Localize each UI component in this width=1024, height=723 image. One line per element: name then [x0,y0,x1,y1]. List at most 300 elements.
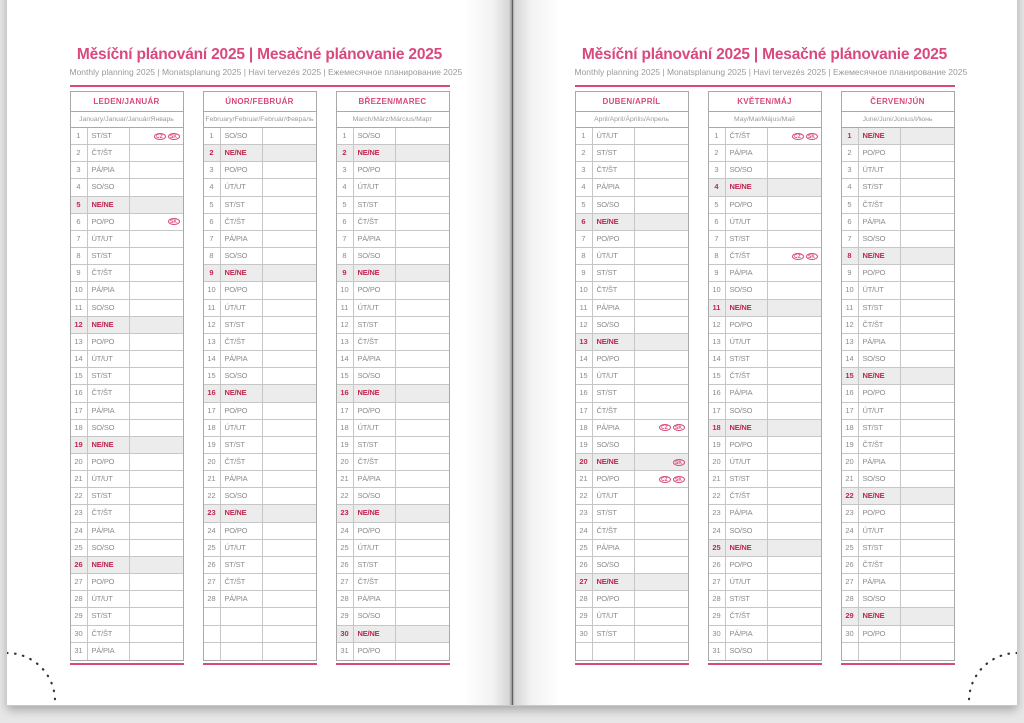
table-underline [841,663,955,665]
holiday-badge-sk-icon: SK [673,459,685,466]
day-name: ČT/ŠT [354,334,396,350]
day-number: 21 [842,471,859,487]
day-name: PO/PO [354,162,396,178]
day-name: ÚT/UT [354,300,396,316]
day-row [709,231,821,248]
day-name: PÁ/PIA [593,540,635,556]
day-number: 19 [71,437,88,453]
day-name: ČT/ŠT [88,145,130,161]
note-cell [263,471,316,487]
day-row [337,626,449,643]
day-number: 19 [576,437,593,453]
day-row [842,385,954,402]
day-name: ÚT/UT [593,488,635,504]
day-name: SO/SO [354,488,396,504]
day-row [842,608,954,625]
note-cell [263,505,316,521]
day-number: 28 [576,591,593,607]
day-number: 31 [71,643,88,660]
day-row [71,231,183,248]
day-name: ST/ST [726,471,768,487]
note-cell [635,608,688,624]
day-name: SO/SO [354,368,396,384]
day-number: 29 [709,608,726,624]
day-name: PO/PO [726,557,768,573]
note-cell [768,351,821,367]
day-name: PO/PO [859,265,901,281]
day-number: 23 [204,505,221,521]
day-number: 27 [842,574,859,590]
note-cell [768,643,821,660]
day-number: 15 [576,368,593,384]
note-cell [768,162,821,178]
day-number: 3 [842,162,859,178]
day-number: 26 [842,557,859,573]
day-number: 1 [842,128,859,144]
day-row [842,128,954,145]
day-name [221,643,263,660]
day-number: 16 [71,385,88,401]
day-row [709,248,821,265]
note-cell [130,385,183,401]
note-cell [263,197,316,213]
day-number: 5 [71,197,88,213]
day-row [337,540,449,557]
day-row [204,317,316,334]
note-cell [901,214,954,230]
day-number: 19 [709,437,726,453]
note-cell [901,574,954,590]
day-row [71,540,183,557]
day-number: 23 [709,505,726,521]
day-row [204,231,316,248]
day-number: 22 [204,488,221,504]
day-row [71,420,183,437]
day-name: NE/NE [726,420,768,436]
note-cell [901,591,954,607]
day-name: PO/PO [354,403,396,419]
day-number: 15 [842,368,859,384]
note-cell [635,385,688,401]
month-column-june [841,91,955,665]
day-name: NE/NE [88,437,130,453]
day-number: 28 [71,591,88,607]
day-number: 18 [204,420,221,436]
day-row [842,145,954,162]
month-languages: January/Januar/Január/Январь [71,112,183,128]
day-name: PÁ/PIA [221,591,263,607]
note-cell [396,505,449,521]
day-number: 8 [709,248,726,264]
day-row [71,248,183,265]
day-row [576,368,688,385]
day-name [221,626,263,642]
note-cell [768,505,821,521]
day-row [71,626,183,643]
day-name: NE/NE [859,488,901,504]
day-name: SO/SO [726,282,768,298]
note-cell [768,368,821,384]
day-number: 16 [842,385,859,401]
day-name: NE/NE [593,574,635,590]
day-row [709,488,821,505]
day-row [576,591,688,608]
note-cell [130,197,183,213]
note-cell [396,523,449,539]
holiday-badge-sk-icon: SK [806,133,818,140]
day-row [709,420,821,437]
day-number [204,643,221,660]
day-number: 18 [71,420,88,436]
day-name: SO/SO [593,557,635,573]
note-cell [901,643,954,660]
day-row [71,197,183,214]
day-row [337,197,449,214]
table-underline [203,663,317,665]
month-table-may [708,91,822,661]
day-number: 15 [337,368,354,384]
day-name: SO/SO [221,368,263,384]
note-cell [635,557,688,573]
note-cell [768,128,821,144]
day-name: NE/NE [354,265,396,281]
day-row [204,488,316,505]
note-cell [263,248,316,264]
note-cell [768,557,821,573]
day-number: 18 [576,420,593,436]
day-row [576,231,688,248]
day-number: 27 [337,574,354,590]
day-number: 8 [337,248,354,264]
day-number: 4 [709,179,726,195]
day-name: ČT/ŠT [88,265,130,281]
day-name: ÚT/UT [593,608,635,624]
day-name: SO/SO [859,591,901,607]
day-row [337,471,449,488]
day-number: 7 [204,231,221,247]
day-number: 9 [576,265,593,281]
day-name: NE/NE [221,145,263,161]
day-name: PO/PO [726,197,768,213]
day-number: 10 [576,282,593,298]
day-row [576,557,688,574]
day-number: 29 [842,608,859,624]
day-row [204,505,316,522]
day-number: 25 [576,540,593,556]
day-name: ST/ST [221,437,263,453]
day-number: 12 [71,317,88,333]
day-row [576,162,688,179]
day-number: 6 [576,214,593,230]
holiday-badge-sk-icon: SK [673,424,685,431]
day-row [71,523,183,540]
note-cell [768,385,821,401]
day-name: ÚT/UT [221,179,263,195]
day-number: 20 [842,454,859,470]
day-name: PÁ/PIA [221,471,263,487]
day-name: ČT/ŠT [726,608,768,624]
day-number: 11 [709,300,726,316]
day-name: ÚT/UT [859,162,901,178]
day-number: 2 [71,145,88,161]
day-row [71,214,183,231]
month-languages: February/Februar/Február/Февраль [204,112,316,128]
note-cell [901,128,954,144]
note-cell [635,248,688,264]
day-number: 13 [576,334,593,350]
day-number: 22 [71,488,88,504]
day-number: 5 [337,197,354,213]
note-cell [130,523,183,539]
page-left [7,0,512,705]
day-row [709,608,821,625]
day-row [842,317,954,334]
day-name: PÁ/PIA [726,265,768,281]
day-row [709,179,821,196]
day-row [576,248,688,265]
day-number: 4 [204,179,221,195]
day-number: 22 [842,488,859,504]
holiday-badge-cz-icon: CZ [659,424,671,431]
day-row [842,420,954,437]
day-number: 2 [337,145,354,161]
note-cell [263,557,316,573]
day-number: 17 [204,403,221,419]
day-name: NE/NE [354,145,396,161]
day-name: ST/ST [726,591,768,607]
day-name: PO/PO [859,505,901,521]
note-cell [901,197,954,213]
day-number: 3 [337,162,354,178]
note-cell [130,608,183,624]
day-name: ST/ST [859,300,901,316]
day-row [576,145,688,162]
day-name: ČT/ŠT [726,248,768,264]
day-row [842,574,954,591]
day-number: 25 [337,540,354,556]
note-cell [768,488,821,504]
month-table-march [336,91,450,661]
day-row [576,351,688,368]
note-cell [768,197,821,213]
day-number: 1 [204,128,221,144]
day-name: ST/ST [354,197,396,213]
note-cell [263,488,316,504]
note-cell [396,179,449,195]
day-name: ČT/ŠT [593,282,635,298]
month-table-february [203,91,317,661]
day-row [71,557,183,574]
day-number: 15 [204,368,221,384]
day-row [842,334,954,351]
day-row [337,282,449,299]
planner-spread [7,0,1017,706]
day-name: ST/ST [354,437,396,453]
day-name: ČT/ŠT [221,214,263,230]
day-name: ČT/ŠT [354,574,396,590]
day-number: 21 [71,471,88,487]
day-row [709,471,821,488]
note-cell [263,454,316,470]
day-number: 25 [842,540,859,556]
day-number: 19 [337,437,354,453]
day-number: 28 [709,591,726,607]
note-cell [130,317,183,333]
day-number: 6 [204,214,221,230]
day-row [204,437,316,454]
day-name: PO/PO [88,454,130,470]
day-name: ST/ST [726,351,768,367]
note-cell [768,454,821,470]
day-name: ČT/ŠT [859,317,901,333]
day-number: 20 [337,454,354,470]
day-name: PÁ/PIA [859,454,901,470]
day-name: NE/NE [221,505,263,521]
day-name: NE/NE [221,385,263,401]
day-name: ÚT/UT [593,368,635,384]
day-row [709,437,821,454]
note-cell [635,162,688,178]
day-number: 7 [709,231,726,247]
month-table-april [575,91,689,661]
day-row [71,643,183,660]
day-name: ST/ST [221,557,263,573]
note-cell [263,214,316,230]
day-row [709,403,821,420]
day-number: 24 [337,523,354,539]
day-row [71,591,183,608]
day-name: ST/ST [354,557,396,573]
day-name: SO/SO [726,523,768,539]
day-row [71,471,183,488]
day-number: 25 [204,540,221,556]
note-cell [396,317,449,333]
note-cell [396,403,449,419]
day-number: 16 [337,385,354,401]
day-name: PO/PO [726,437,768,453]
note-cell [396,231,449,247]
day-row [709,265,821,282]
day-row [337,128,449,145]
day-name: ČT/ŠT [221,574,263,590]
day-number: 22 [576,488,593,504]
day-number: 13 [842,334,859,350]
day-name: NE/NE [593,454,635,470]
day-row [204,643,316,660]
day-row [576,643,688,660]
note-cell [130,248,183,264]
note-cell [635,179,688,195]
day-number: 1 [576,128,593,144]
corner-perforation-arc-left [7,645,67,705]
day-number [204,626,221,642]
day-row [709,368,821,385]
day-name: ST/ST [221,197,263,213]
day-number: 28 [204,591,221,607]
day-row [576,214,688,231]
day-row [576,179,688,196]
day-number: 30 [576,626,593,642]
day-number: 11 [842,300,859,316]
day-name: ÚT/UT [221,420,263,436]
month-column-february [203,91,317,665]
day-name: NE/NE [354,385,396,401]
day-name: NE/NE [726,300,768,316]
day-row [204,162,316,179]
note-cell [901,368,954,384]
note-cell [635,540,688,556]
note-cell [635,626,688,642]
day-row [337,437,449,454]
note-cell [768,471,821,487]
day-name: PO/PO [593,591,635,607]
day-row [709,540,821,557]
day-number: 9 [842,265,859,281]
note-cell [635,214,688,230]
day-name: ST/ST [88,128,130,144]
day-name: ÚT/UT [354,179,396,195]
day-number: 4 [71,179,88,195]
note-cell [263,300,316,316]
day-name: ÚT/UT [88,591,130,607]
note-cell [396,454,449,470]
page-title: Měsíční plánování 2025 | Mesačné plánovanie 2025 [581,46,948,63]
note-cell [130,437,183,453]
day-row [204,471,316,488]
day-number: 10 [709,282,726,298]
day-number: 4 [842,179,859,195]
day-name: PO/PO [593,351,635,367]
month-languages: March/März/Március/Март [337,112,449,128]
day-row [842,197,954,214]
day-row [842,282,954,299]
day-name: ST/ST [88,248,130,264]
note-cell [396,385,449,401]
day-name: SO/SO [221,128,263,144]
note-cell [130,282,183,298]
note-cell [396,282,449,298]
day-number: 9 [337,265,354,281]
day-name: ÚT/UT [593,248,635,264]
note-cell [635,368,688,384]
holiday-badge-sk-icon: SK [168,218,180,225]
day-row [337,505,449,522]
day-row [71,437,183,454]
note-cell [901,557,954,573]
note-cell [768,626,821,642]
day-name: PO/PO [593,471,635,487]
day-row [576,540,688,557]
day-row [71,351,183,368]
note-cell [901,608,954,624]
day-row [842,437,954,454]
note-cell [130,574,183,590]
note-cell [130,300,183,316]
note-cell [130,214,183,230]
note-cell [901,471,954,487]
note-cell [130,540,183,556]
day-row [337,608,449,625]
day-name: PÁ/PIA [859,214,901,230]
day-row [842,214,954,231]
day-number: 1 [337,128,354,144]
day-row [337,231,449,248]
note-cell [768,420,821,436]
day-row [71,300,183,317]
day-name: PÁ/PIA [88,282,130,298]
day-number: 22 [709,488,726,504]
note-cell [635,643,688,660]
